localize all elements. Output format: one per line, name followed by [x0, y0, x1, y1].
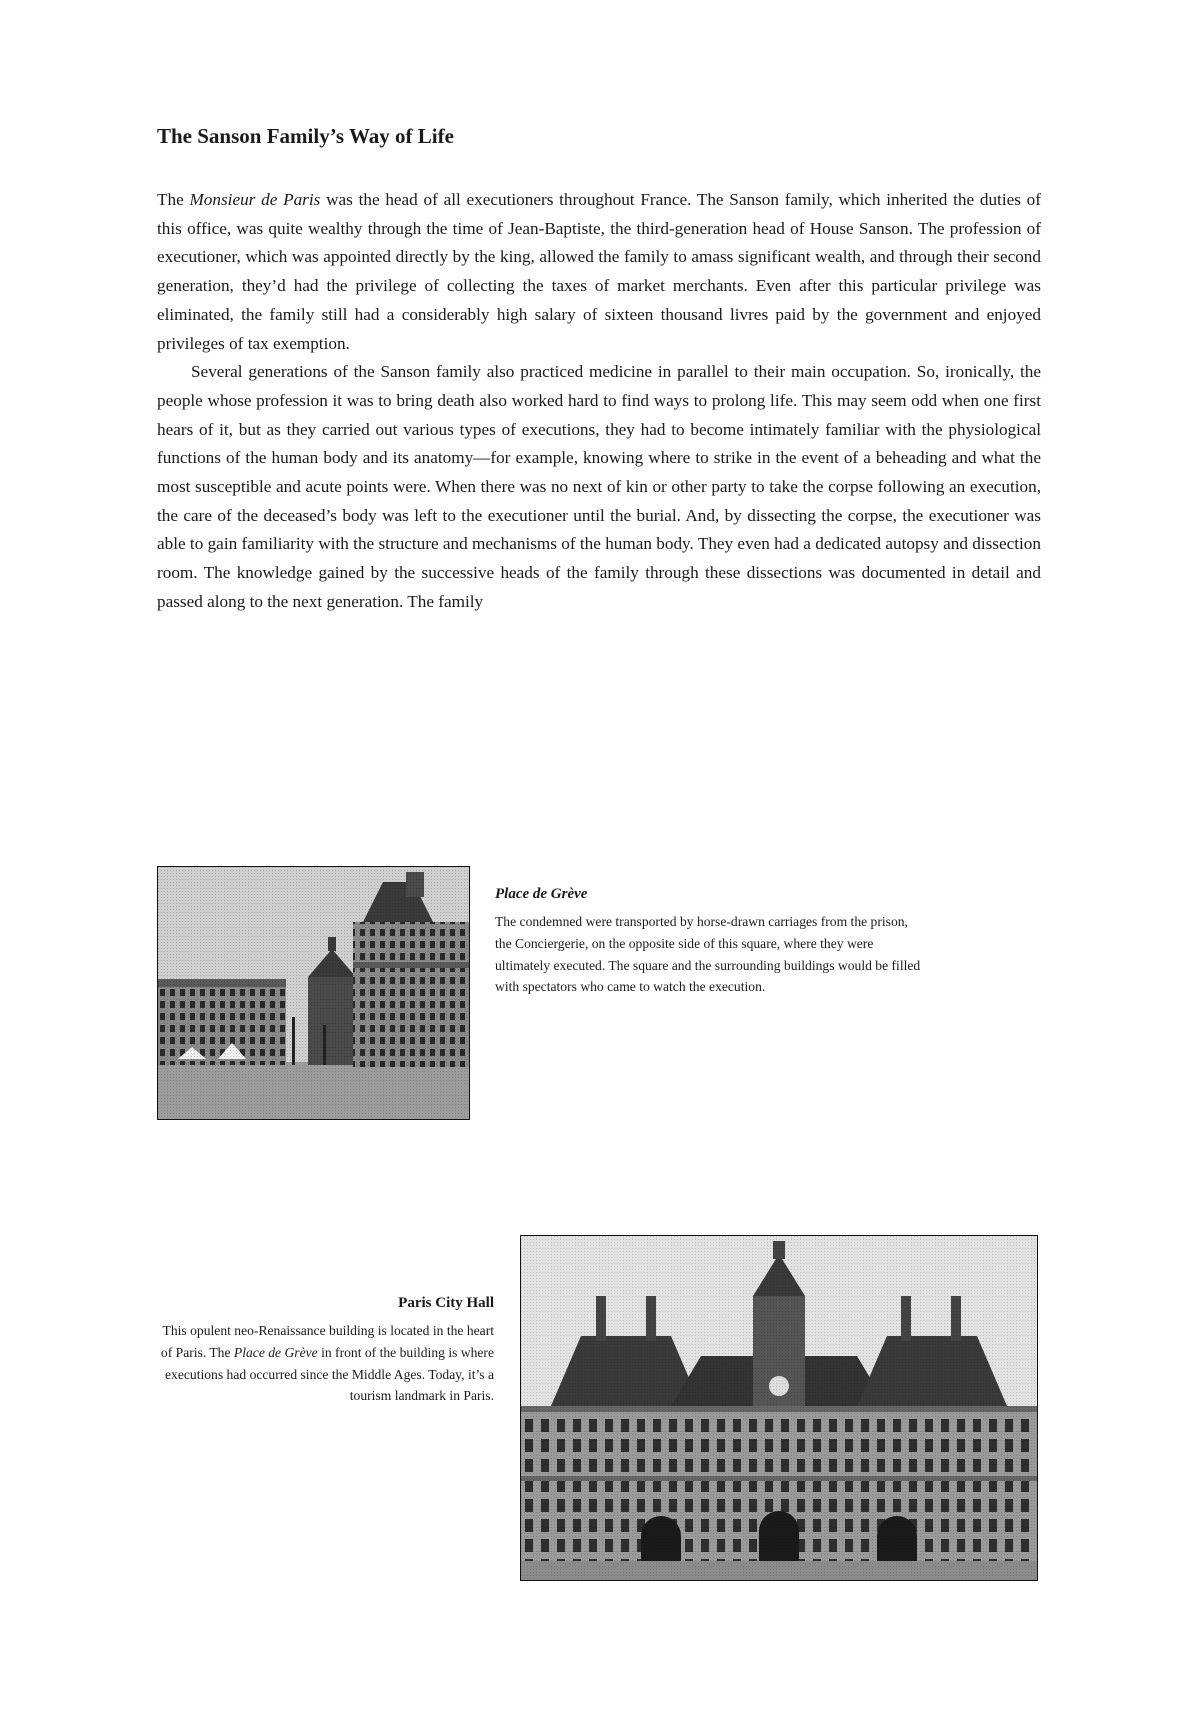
caption-title: Paris City Hall: [398, 1295, 494, 1311]
place-de-greve-caption: [495, 886, 925, 998]
place-de-greve-photo: [157, 866, 470, 1120]
paris-city-hall-photo: [520, 1235, 1038, 1581]
caption-text-part: This opulent neo-Renaissance building is located in the heart of Paris. The: [160, 1323, 494, 1360]
paragraph-2: Several generations of the Sanson family also practiced medicine in parallel to their main occupation. So, ironically, the people whose profession it was to bring death also worked hard to find ways to prolong life. This may seem odd when one first hears of it, but as they carried out various types of executions, they had to become intimately familiar with the physiological functions of the human body and its anatomy—for example, knowing where to strike in the event of a beheading and what the most susceptible and acute points were. When there was no next of kin or other party to take the corpse following an execution, the care of the deceased’s body was left to the executioner until the burial. And, by dissecting the corpse, the executioner was able to gain familiarity with the structure and mechanisms of the human body. They even had a dedicated autopsy and dissection room. The knowledge gained by the successive heads of the family through these dissections was documented in detail and passed along to the next generation. The family: [157, 362, 1041, 611]
caption-text: [150, 1320, 494, 1407]
paragraph-1: [157, 186, 1041, 358]
body-text: [157, 186, 1041, 617]
section-heading: The Sanson Family’s Way of Life: [157, 124, 454, 148]
paragraph-1-rest: was the head of all executioners throughout France. The Sanson family, which inherited the duties of this office, was quite wealthy through the time of Jean-Baptiste, the third-generation head of House Sanson. The profession of executioner, which was appointed directly by the king, allowed the family to amass significant wealth, and through their second generation, they’d had the privilege of collecting the taxes of market merchants. Even after this particular privilege was eliminated, the family still had a considerably high salary of sixteen thousand livres paid by the government and enjoyed privileges of tax exemption.: [157, 190, 1041, 353]
caption-text: The condemned were transported by horse-drawn carriages from the prison, the Conciergerie, on the opposite side of this square, where they were ultimately executed. The square and the surrounding buildings would be filled with spectators who came to watch the execution.: [495, 914, 921, 995]
place-de-greve-term: Place de Grève: [233, 1344, 318, 1360]
paris-city-hall-caption: [150, 1295, 494, 1407]
monsieur-de-paris-term: Monsieur de Paris: [189, 190, 321, 209]
caption-text-part: in front of the building is where executions had occurred since the Middle Ages. Today, it’s a tourism landmark in Paris.: [165, 1344, 494, 1404]
caption-title: Place de Grève: [495, 886, 588, 902]
paragraph-1-lead: The: [157, 190, 190, 209]
